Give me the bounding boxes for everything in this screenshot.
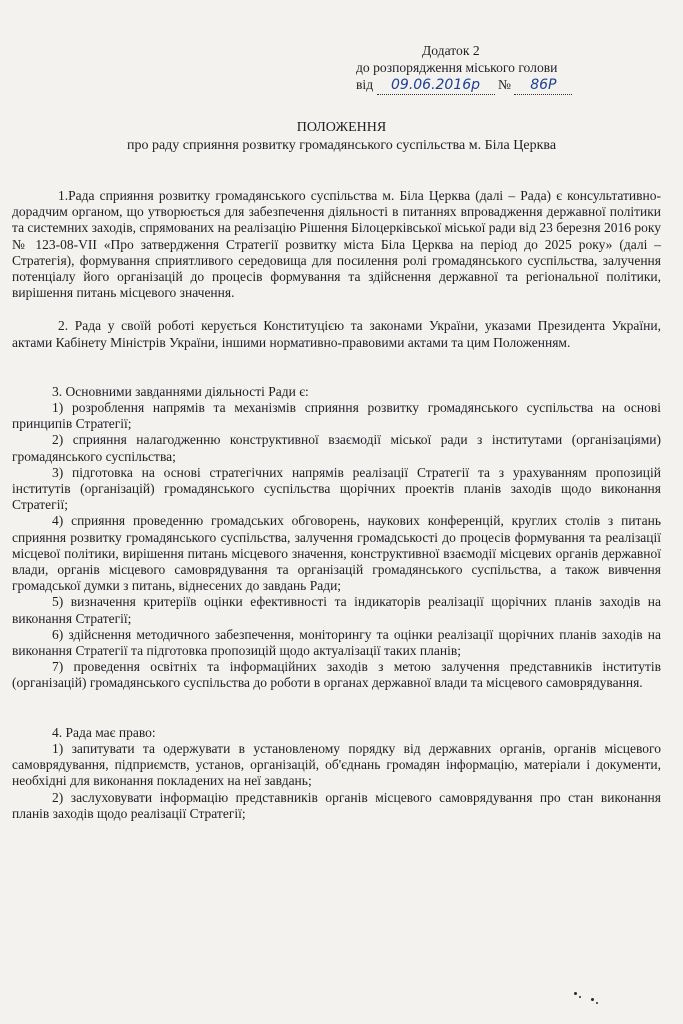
number-label: № — [497, 77, 511, 92]
list-item: 1) запитувати та одержувати в установленому порядку від державних органів, органів місцевого самоврядування, підприємств, установ, організацій, об'єднань громадян інформацію, матеріали і документи, необхідні для виконання покладених на неї завдань; — [12, 740, 661, 789]
list-item: 7) проведення освітніх та інформаційних заходів з метою залучення представників інститутів (організацій) громадянського суспільства до роботи в органах державної влади та місцевого самоврядування. — [12, 659, 661, 691]
paragraph-2: 2. Рада у своїй роботі керується Конституцією та законами України, указами Президента України, актами Кабінету Міністрів України, іншими нормативно-правовими актами та цим Положенням. — [12, 318, 661, 350]
list-item: 5) визначення критеріїв оцінки ефективності та індикаторів реалізації щорічних планів заходів на виконання Стратегії; — [12, 594, 661, 626]
document-body — [12, 188, 661, 822]
list-item: 3) підготовка на основі стратегічних напрямів реалізації Стратегії та з урахуванням пропозицій інститутів (організацій) громадянського суспільства щорічних проектів планів заходів щодо виконання Стратегії; — [12, 464, 661, 513]
paragraph-1: 1.Рада сприяння розвитку громадянського суспільства м. Біла Церква (далі – Рада) є консультативно-дорадчим органом, що утворюється для забезпечення діяльності в питаннях впровадження державної політики та системних заходів, спрямованих на реалізацію Рішення Білоцерківської міської ради від 23 березня 2016 року № 123-08-VII «Про затвердження Стратегії розвитку міста Біла Церква на період до 2025 року» (далі – Стратегія), формування сприятливого середовища для посилення ролі громадянського суспільства, залучення потенціалу його організацій до процесів формування та здійснення державної та регіональної політики, вирішення питань місцевого значення. — [12, 188, 661, 301]
document-subtitle: про раду сприяння розвитку громадянського суспільства м. Біла Церква — [126, 138, 557, 153]
annex-block — [356, 42, 656, 95]
list-item: 6) здійснення методичного забезпечення, моніторингу та оцінки реалізації щорічних планів заходів на виконання Стратегії та підготовка пропозицій щодо актуалізації таких планів; — [12, 626, 661, 659]
list-item: 1) розроблення напрямів та механізмів сприяння розвитку громадянського суспільства на основі принципів Стратегії; — [12, 400, 661, 432]
list-item: 4) сприяння проведенню громадських обговорень, наукових конференцій, круглих столів з питань сприяння розвитку громадянського суспільства, залучення громадськості до процесів формування та реалізації місцевої політики, вирішення питань місцевого значення, конструктивної взаємодії місцевих органів державної влади, органів місцевого самоврядування та організацій громадянського суспільства, а також вивчення громадської думки з питань, віднесених до завдань Ради; — [12, 513, 661, 594]
annex-date-row — [356, 76, 656, 95]
ink-marks — [570, 990, 610, 1010]
from-label: від — [356, 77, 374, 92]
list-item: 2) сприяння налагодженню конструктивної взаємодії міської ради з інститутами (організаціями) громадянського суспільства; — [12, 432, 661, 464]
annex-order-line: до розпорядження міського голови — [356, 60, 558, 75]
annex-title: Додаток 2 — [422, 43, 480, 58]
paragraph-3: 3. Основними завданнями діяльності Ради є: — [52, 383, 309, 399]
document-title: ПОЛОЖЕННЯ — [296, 120, 387, 135]
paragraph-4: 4. Рада має право: — [52, 724, 156, 740]
handwritten-date: 09.06.2016р — [377, 77, 495, 95]
handwritten-number: 86Р — [514, 77, 572, 95]
list-item: 2) заслуховувати інформацію представників органів місцевого самоврядування про стан виконання планів заходів щодо реалізації Стратегії; — [12, 789, 661, 821]
